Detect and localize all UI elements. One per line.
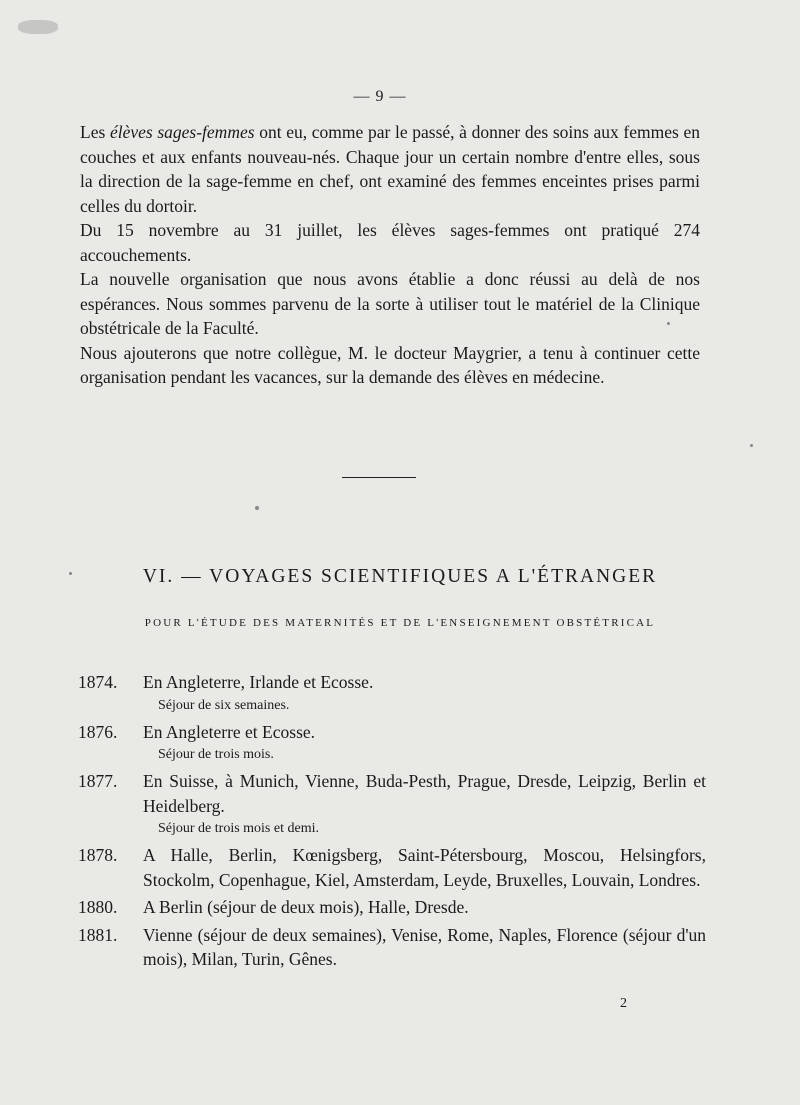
voyage-year: 1876.	[78, 721, 118, 742]
voyage-year: 1878.	[78, 845, 118, 865]
voyage-places: A Berlin (séjour de deux mois), Halle, Dresde.	[143, 897, 469, 917]
paper-speck	[667, 322, 670, 325]
voyage-places: Vienne (séjour de deux semaines), Venise, Rome, Naples, Florence (séjour d'un mois), Milan, Turin, Gênes.	[143, 924, 706, 969]
list-item	[78, 843, 706, 892]
paper-speck	[69, 572, 72, 575]
paragraph: La nouvelle organisation que nous avons établie a donc réussi au delà de nos espérances. Nous sommes parvenu de la sorte à utiliser tout le matériel de la Clinique obstétricale de la Faculté.	[80, 269, 700, 338]
voyage-year: 1874.	[78, 672, 118, 692]
voyage-year: 1877.	[78, 771, 118, 791]
paper-speck	[255, 506, 259, 510]
voyage-places: En Suisse, à Munich, Vienne, Buda-Pesth, Prague, Dresde, Leipzig, Berlin et Heidelberg.	[143, 771, 706, 816]
voyage-places: En Angleterre et Ecosse.	[143, 721, 316, 742]
voyage-duration: Séjour de six semaines.	[158, 697, 290, 713]
voyage-places: A Halle, Berlin, Kœnigsberg, Saint-Pétersbourg, Moscou, Helsingfors, Stockolm, Copenhague, Kiel, Amsterdam, Leyde, Bruxelles, Louvain, Londres.	[143, 845, 706, 890]
page-number: — 9 —	[353, 88, 407, 105]
voyage-year: 1881.	[78, 924, 118, 945]
list-item	[78, 895, 706, 920]
birth-count: 274	[673, 220, 700, 240]
voyage-duration: Séjour de trois mois et demi.	[158, 821, 319, 836]
paragraph: Du 15 novembre au 31 juillet, les élèves sages-femmes ont pratiqué 274 accouchements.	[80, 220, 700, 265]
section-title: VI. — VOYAGES SCIENTIFIQUES A L'ÉTRANGER	[142, 566, 658, 587]
body-text	[80, 120, 700, 390]
list-item	[78, 720, 706, 767]
list-item	[78, 923, 706, 972]
voyage-duration: Séjour de trois mois.	[158, 747, 274, 762]
list-item	[78, 769, 706, 840]
paragraph: Les élèves sages-femmes ont eu, comme par le passé, à donner des soins aux femmes en couches et aux enfants nouveau-nés. Chaque jour un certain nombre d'entre elles, sous la direction de la sage-femme en chef, ont examiné des femmes enceintes prises parmi celles du dortoir.	[80, 122, 700, 216]
paper-speck	[18, 20, 58, 34]
voyage-list	[78, 670, 706, 975]
paragraph: Nous ajouterons que notre collègue, M. le docteur Maygrier, a tenu à continuer cette organisation pendant les vacances, sur la demande des élèves en médecine.	[80, 342, 700, 387]
paper-speck	[750, 444, 753, 447]
list-item	[78, 670, 706, 717]
voyage-year: 1880.	[78, 897, 118, 917]
emphasis: élèves sages-femmes	[109, 122, 255, 142]
signature-mark: 2	[620, 996, 627, 1011]
voyage-places: En Angleterre, Irlande et Ecosse.	[143, 672, 374, 692]
section-divider	[342, 477, 416, 478]
section-subtitle: POUR L'ÉTUDE DES MATERNITÉS ET DE L'ENSEIGNEMENT OBSTÉTRICAL	[144, 617, 656, 629]
